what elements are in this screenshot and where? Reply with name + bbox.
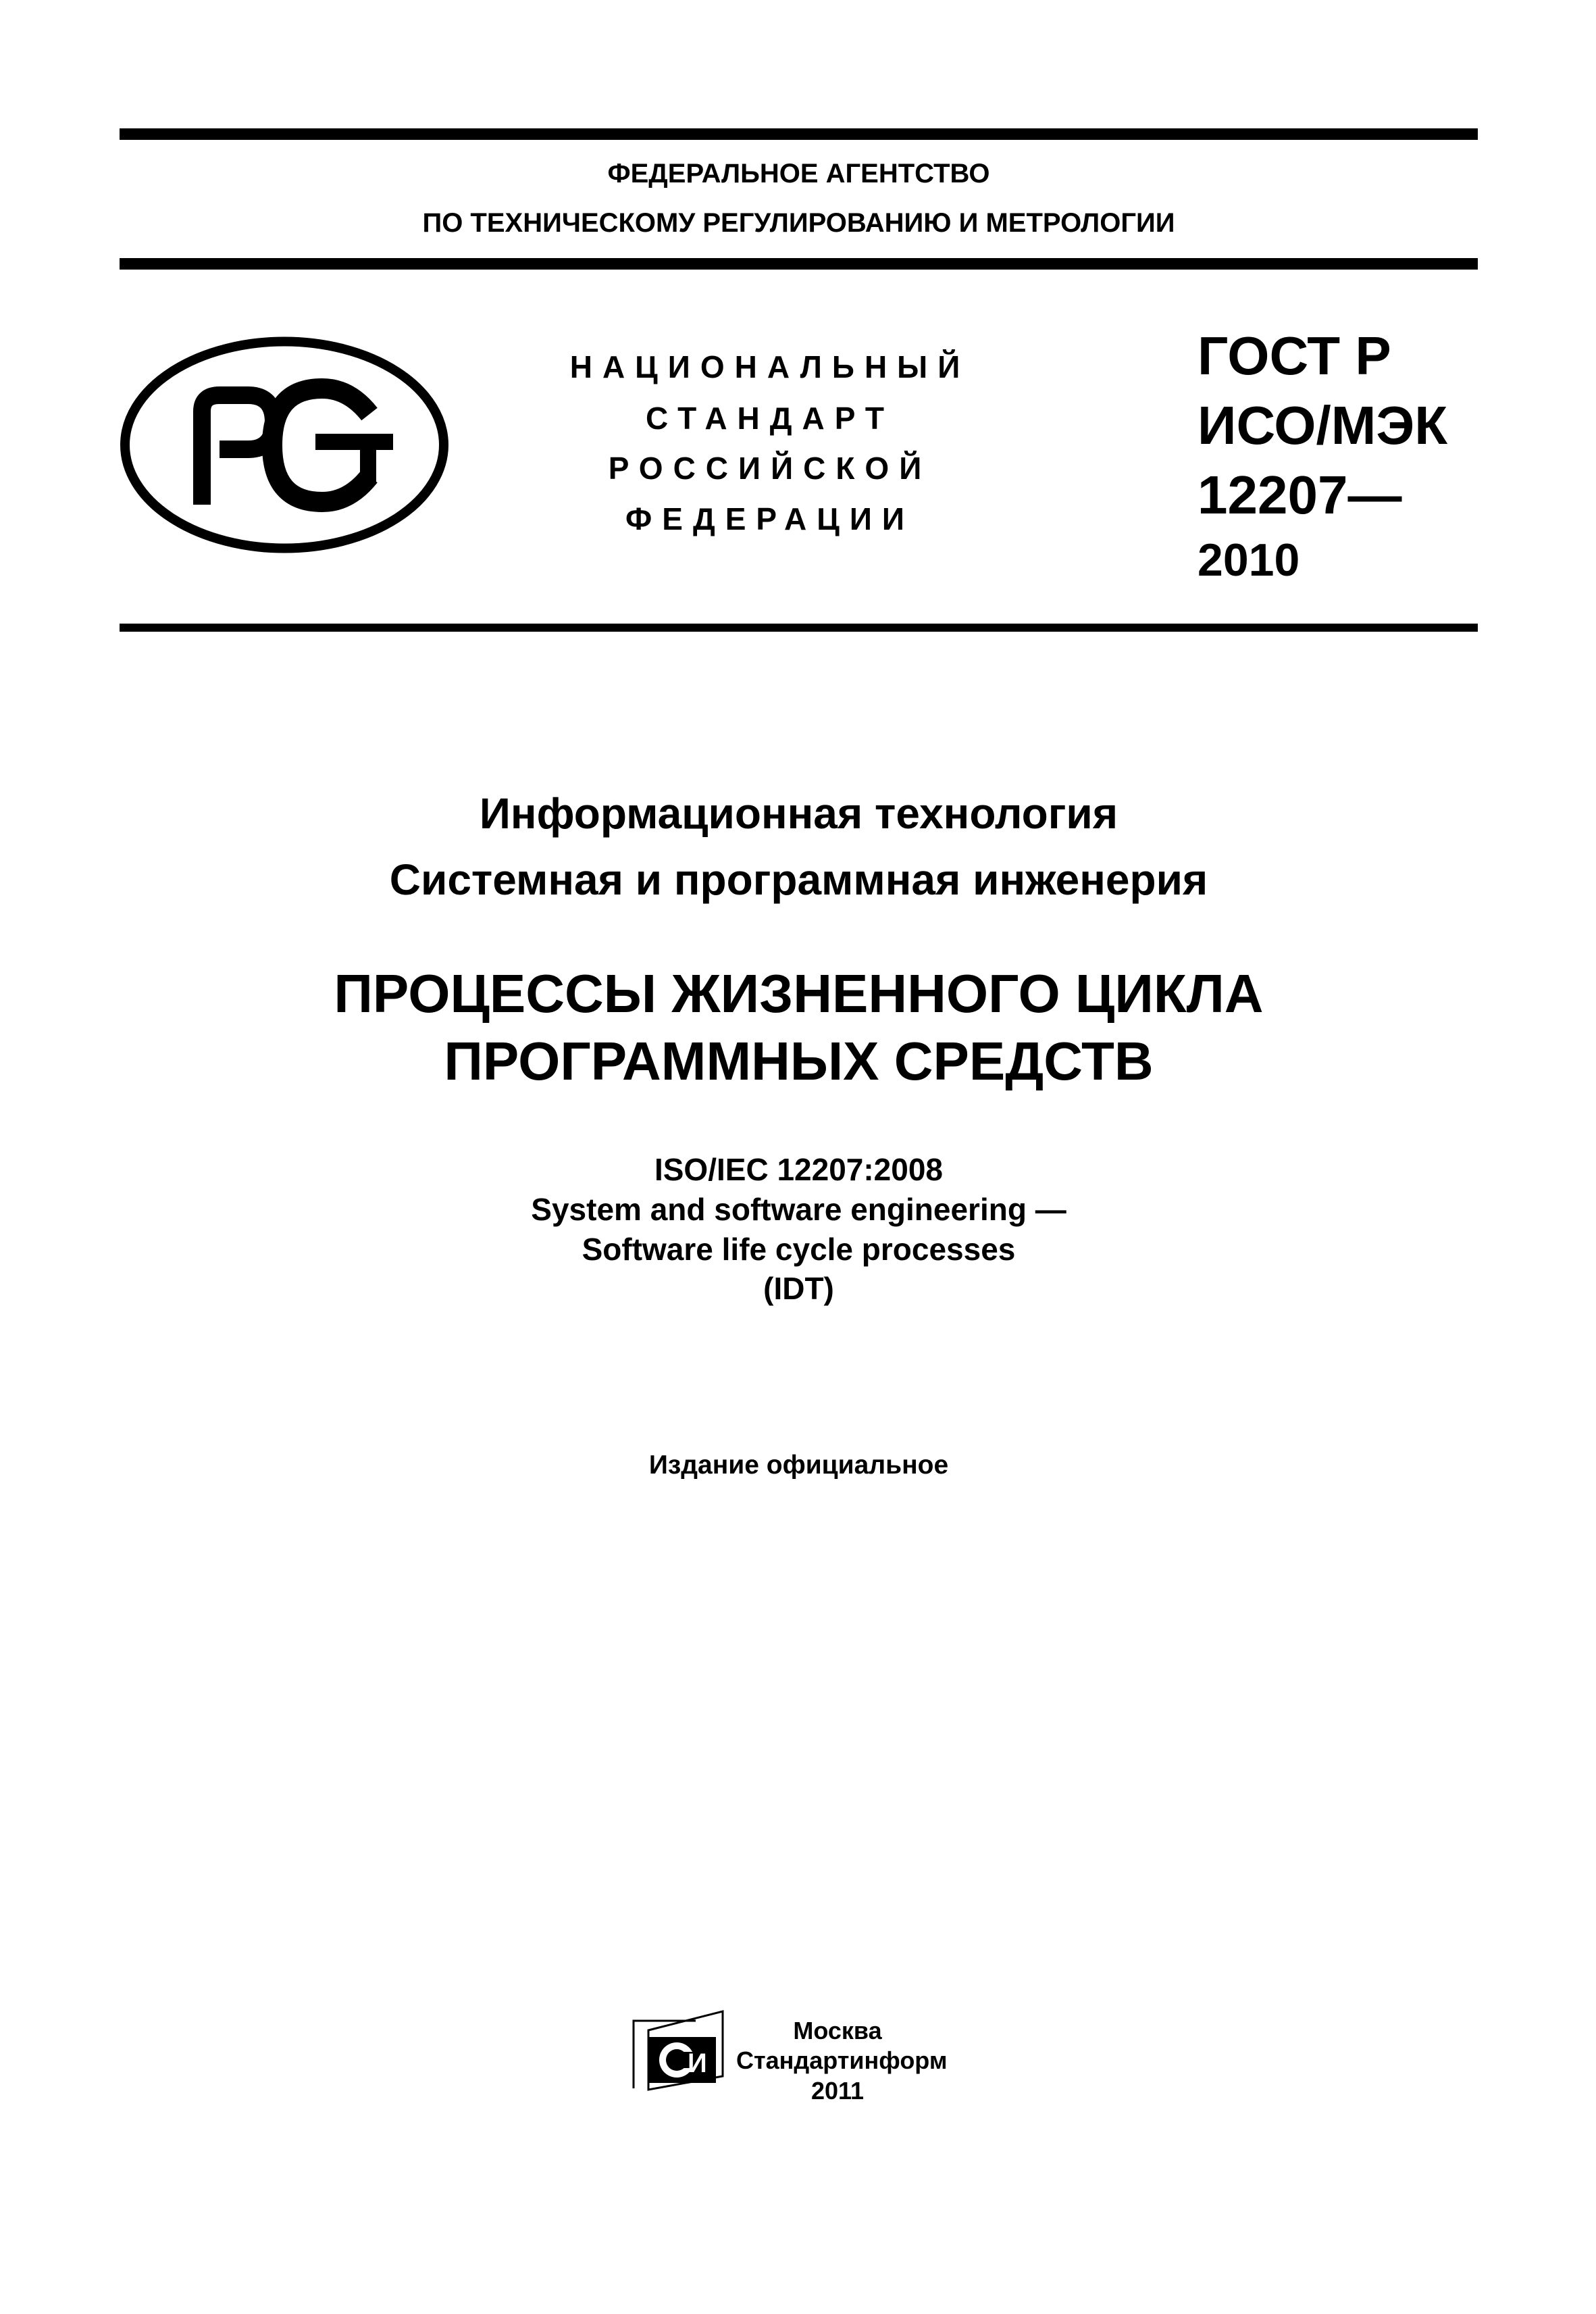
standard-type-line1: НАЦИОНАЛЬНЫЙ [569,349,971,384]
source-standard-line3: Software life cycle processes [582,1232,1016,1267]
source-standard-line2: System and software engineering — [531,1192,1066,1227]
edition-note: Издание официальное [648,1451,949,1480]
subtitle-line2: Системная и программная инженерия [389,855,1208,904]
svg-text:И: И [688,2048,707,2078]
standard-type-line4: ФЕДЕРАЦИИ [625,501,915,536]
main-title-line1: ПРОЦЕССЫ ЖИЗНЕННОГО ЦИКЛА [334,963,1264,1024]
designation-line2: ИСО/МЭК [1198,395,1448,455]
standard-type-line3: РОССИЙСКОЙ [608,451,932,486]
designation-line4: 2010 [1198,534,1300,586]
publisher-year: 2011 [810,2077,865,2105]
agency-name-line1: ФЕДЕРАЛЬНОЕ АГЕНТСТВО [607,159,990,188]
publisher-name: Стандартинформ [736,2046,948,2074]
source-standard-line4: (IDT) [763,1271,834,1306]
agency-name-line2: ПО ТЕХНИЧЕСКОМУ РЕГУЛИРОВАНИЮ И МЕТРОЛОГИИ [422,208,1175,238]
source-standard-line1: ISO/IEC 12207:2008 [654,1152,944,1187]
publisher-city: Москва [793,2017,882,2044]
subtitle-line1: Информационная технология [479,789,1118,838]
header-top-rule [120,128,1478,140]
standartinform-logo-icon [628,2007,731,2094]
designation-line1: ГОСТ Р [1198,326,1391,386]
standard-type-line2: СТАНДАРТ [646,401,894,436]
main-title-line2: ПРОГРАММНЫХ СРЕДСТВ [444,1031,1154,1091]
designation-line3: 12207— [1198,465,1402,525]
header-bottom-rule [120,258,1478,270]
rst-certification-mark-icon [120,336,449,554]
header-divider-rule [120,624,1478,632]
